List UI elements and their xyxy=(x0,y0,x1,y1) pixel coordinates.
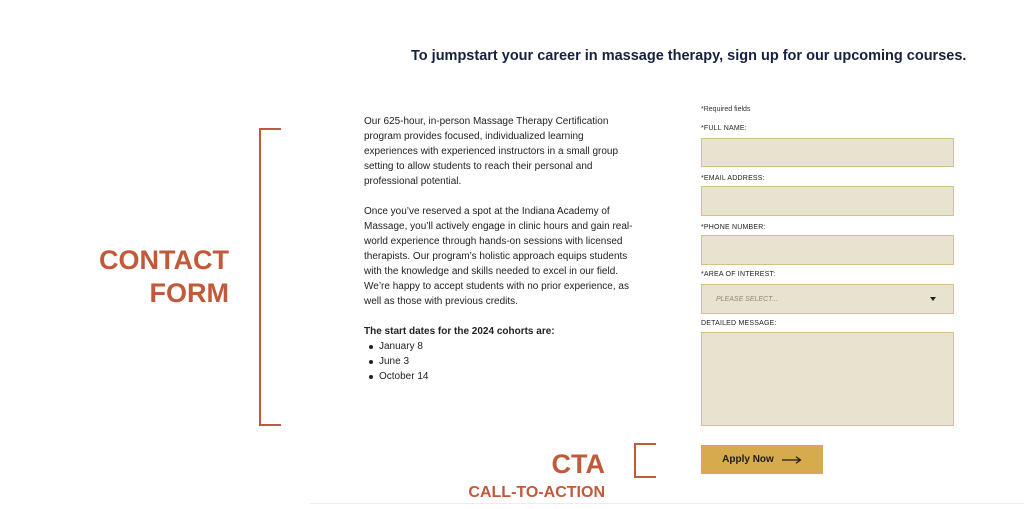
message-textarea[interactable] xyxy=(701,332,954,426)
intro-paragraph-1: Our 625-hour, in-person Massage Therapy Certification program provides focused, individualized learning experiences with experienced instructors in a small group setting to allow students to reach their personal and professional potential. xyxy=(364,116,619,187)
area-of-interest-placeholder: PLEASE SELECT... xyxy=(716,296,778,303)
message-label: DETAILED MESSAGE: xyxy=(701,320,777,327)
arrow-right-icon xyxy=(782,456,802,464)
contact-form-annotation-line2: FORM xyxy=(149,278,229,308)
page-headline: To jumpstart your career in massage therapy, sign up for our upcoming courses. xyxy=(411,48,967,64)
required-fields-note: *Required fields xyxy=(701,106,751,113)
email-label: *EMAIL ADDRESS: xyxy=(701,175,765,182)
intro-paragraph-2: Once you’ve reserved a spot at the Indiana Academy of Massage, you’ll actively engage in clinic hours and gain real-world experience through hands-on sessions with licensed therapists. Our program’s holistic approach equips students with the knowledge and skills needed to excel in our field. We’re happy to accept students with no prior experience, as well as those with previous credits. xyxy=(364,206,633,307)
list-item: June 3 xyxy=(364,354,639,369)
full-name-label: *FULL NAME: xyxy=(701,125,747,132)
contact-form-annotation-line1: CONTACT xyxy=(99,245,229,275)
apply-now-button[interactable] xyxy=(701,445,823,474)
cta-annotation-subtitle: CALL-TO-ACTION xyxy=(468,484,605,501)
area-of-interest-select[interactable] xyxy=(701,284,954,314)
phone-field[interactable] xyxy=(701,235,954,265)
start-dates-heading: The start dates for the 2024 cohorts are: xyxy=(364,326,555,337)
divider xyxy=(310,503,1024,504)
list-item: October 14 xyxy=(364,369,639,384)
email-field[interactable] xyxy=(701,186,954,216)
list-item: January 8 xyxy=(364,339,639,354)
intro-copy xyxy=(364,114,639,384)
cta-bracket xyxy=(634,443,656,478)
phone-label: *PHONE NUMBER: xyxy=(701,224,766,231)
contact-form-annotation xyxy=(99,244,229,310)
start-dates-list xyxy=(364,339,639,384)
cta-annotation-title: CTA xyxy=(551,449,605,479)
area-of-interest-label: *AREA OF INTEREST: xyxy=(701,271,776,278)
chevron-down-icon xyxy=(930,297,936,301)
apply-now-label: Apply Now xyxy=(722,454,774,465)
contact-form-bracket xyxy=(259,128,281,426)
full-name-field[interactable] xyxy=(701,138,954,167)
